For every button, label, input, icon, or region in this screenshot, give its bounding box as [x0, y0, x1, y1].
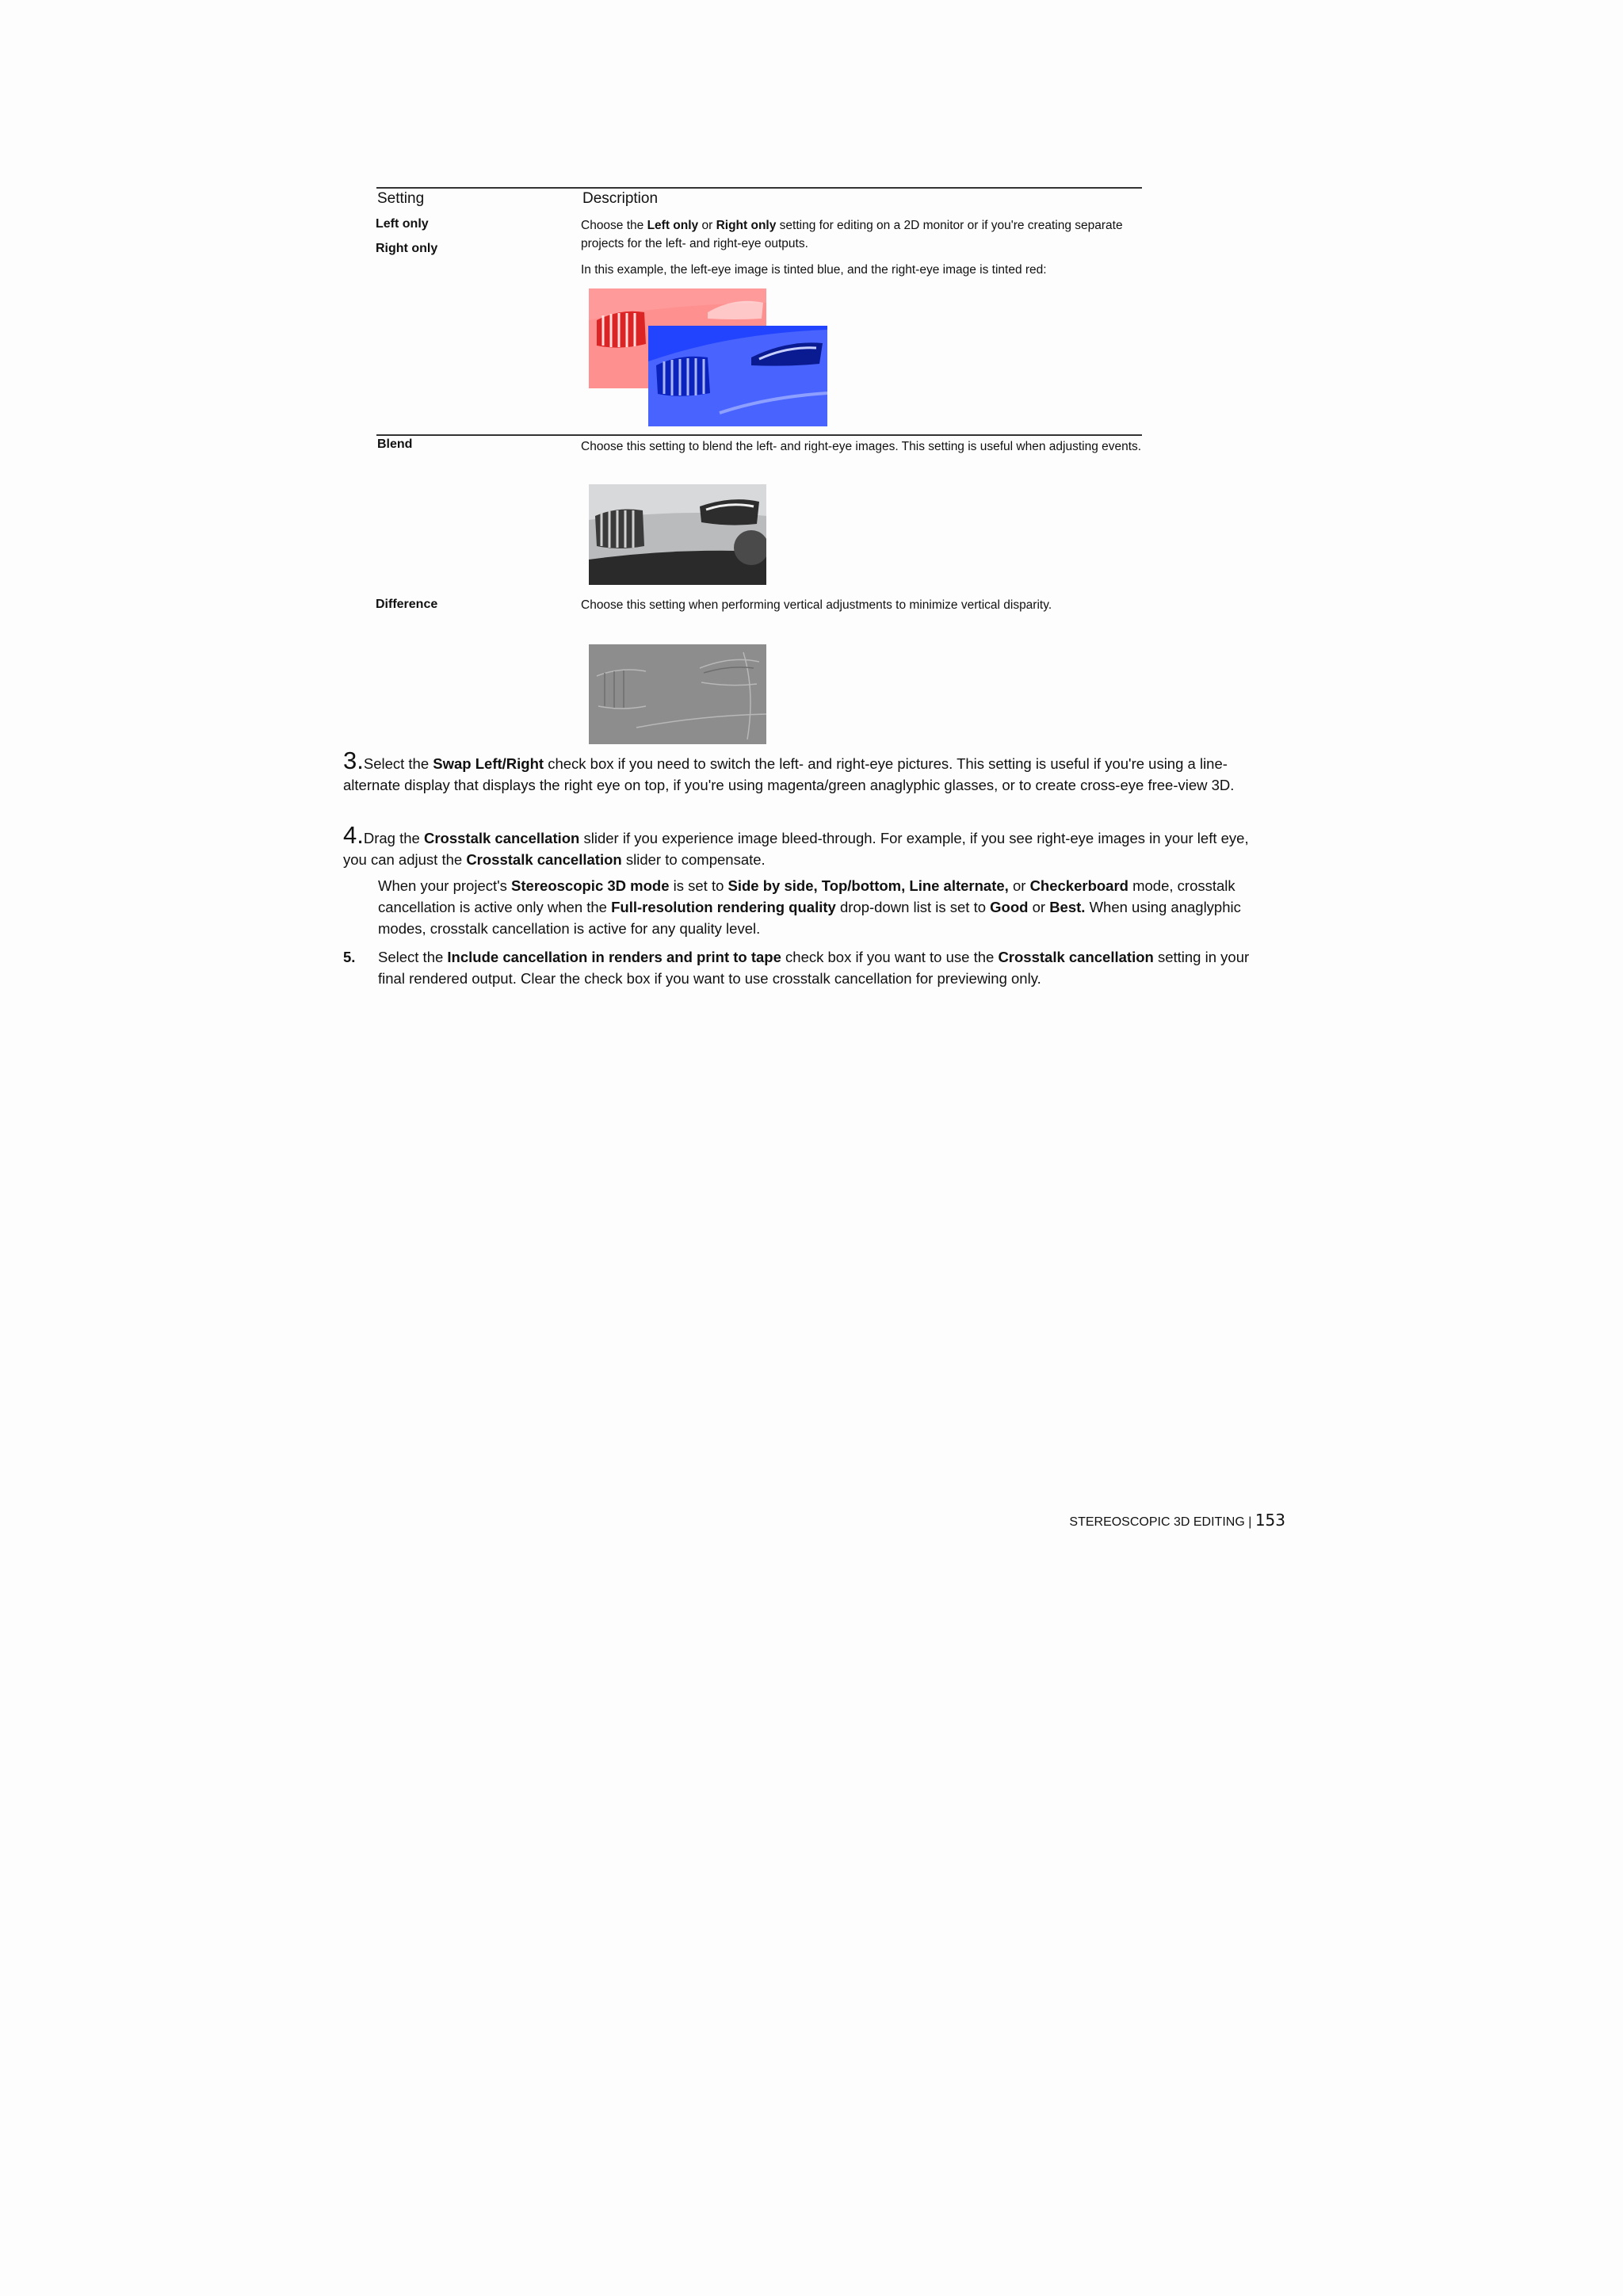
setting-label-right-only: Right only — [376, 242, 438, 255]
note-text: mode, crosstalk cancellation is active only when the — [378, 877, 1235, 915]
step-text: Drag the — [363, 830, 424, 846]
page-number: 153 — [1254, 1511, 1285, 1530]
note-text: is set to — [669, 877, 728, 894]
step-text: slider to compensate. — [621, 851, 766, 868]
step-bold: Crosstalk cancellation — [466, 851, 622, 868]
step-bold: Crosstalk cancellation — [423, 830, 580, 846]
setting-description-difference: Choose this setting when performing vertical adjustments to minimize vertical disparity. — [581, 598, 1052, 612]
note-bold: Best. — [1049, 899, 1086, 915]
step-text: check box if you need to switch the left- and right-eye pictures. This setting is useful if you're using a line-alternate display that displays the right eye on top, if you're using magenta/green anaglyphic glasses, or to create cross-eye free-view 3D. — [343, 755, 1235, 793]
note-text: or — [1028, 899, 1050, 915]
note-text: drop-down list is set to — [835, 899, 991, 915]
setting-description-blend: Choose this setting to blend the left- and right-eye images. This setting is useful when adjusting events. — [581, 440, 1142, 453]
note-bold: Checkerboard — [1029, 877, 1128, 894]
note-text: When your project's — [378, 877, 512, 894]
step-bold: Swap Left/Right — [433, 755, 544, 772]
step-3-paragraph — [343, 747, 1276, 796]
note-bold: Good — [990, 899, 1029, 915]
note-text: or — [1008, 877, 1030, 894]
setting-label-blend: Blend — [377, 437, 413, 451]
setting-label-difference: Difference — [376, 598, 438, 611]
desc-bold: Right only — [716, 219, 777, 232]
note-text: When using anaglyphic modes, crosstalk cancellation is active for any quality level. — [378, 899, 1241, 937]
difference-car-image — [589, 644, 766, 744]
blend-car-image — [589, 484, 766, 585]
table-top-rule — [376, 187, 1142, 189]
step-text: Select the — [378, 949, 448, 965]
step-5-paragraph — [378, 946, 1276, 989]
step-number: 4. — [343, 821, 364, 849]
desc-bold: Left only — [647, 219, 699, 232]
step-text: slider if you experience image bleed-through. For example, if you see right-eye images in your left eye, you can adjust the — [343, 830, 1249, 868]
note-bold: Full-resolution rendering quality — [611, 899, 836, 915]
desc-text: Choose the — [581, 219, 647, 232]
setting-label-left-only: Left only — [376, 217, 429, 231]
blue-tinted-car-image — [648, 326, 827, 426]
desc-text: setting for editing on a 2D monitor or if you're creating separate projects for the left- and right-eye outputs. — [581, 219, 1123, 250]
step-number: 3. — [343, 747, 364, 774]
setting-description-left-right — [581, 216, 1142, 253]
step-4-paragraph — [343, 821, 1276, 870]
note-bold: Side by side, Top/bottom, Line alternate, — [727, 877, 1009, 894]
footer-section-title: STEREOSCOPIC 3D EDITING | — [1069, 1515, 1255, 1529]
step-bold: Crosstalk cancellation — [998, 949, 1154, 965]
step-text: check box if you want to use the — [781, 949, 999, 965]
step-4-note — [378, 875, 1276, 939]
setting-description-example: In this example, the left-eye image is tinted blue, and the right-eye image is tinted red: — [581, 263, 1047, 277]
note-bold: Stereoscopic 3D mode — [511, 877, 670, 894]
desc-text: or — [698, 219, 716, 232]
step-5-number: 5. — [343, 949, 356, 965]
step-bold: Include cancellation in renders and print to tape — [447, 949, 781, 965]
table-header-setting: Setting — [377, 190, 425, 207]
table-row-rule — [376, 434, 1142, 436]
step-text: setting in your final rendered output. Clear the check box if you want to use crosstalk cancellation for previewing only. — [378, 949, 1250, 987]
page-footer — [951, 1511, 1285, 1530]
table-header-description: Description — [582, 190, 659, 207]
step-text: Select the — [363, 755, 433, 772]
